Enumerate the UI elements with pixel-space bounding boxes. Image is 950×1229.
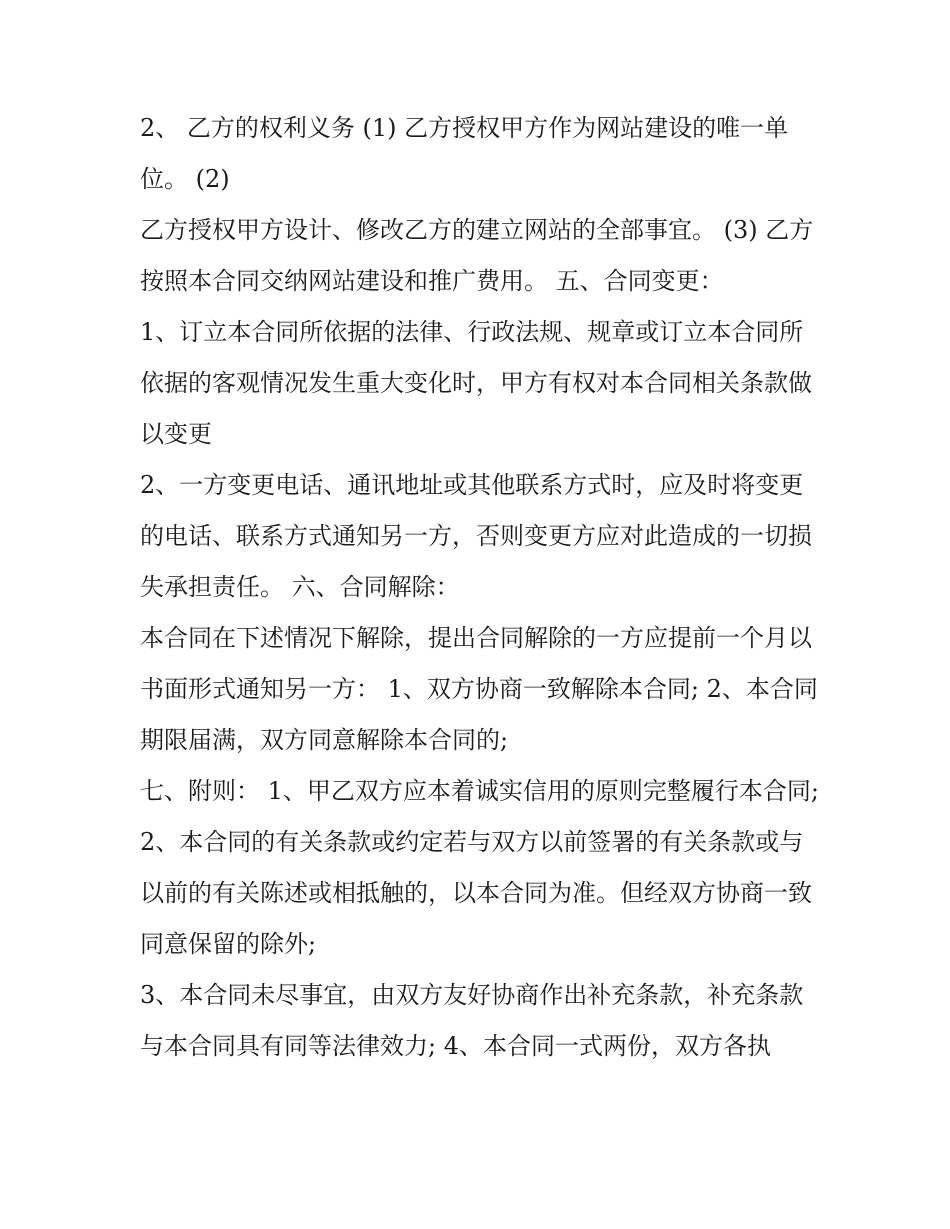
paragraph-supplementary-2: 2、本合同的有关条款或约定若与双方以前签署的有关条款或与以前的有关陈述或相抵触的，以本合同为准。但经双方协商一致同意保留的除外; (140, 828, 812, 958)
contract-text-body (140, 103, 820, 1072)
paragraph-termination: 本合同在下述情况下解除，提出合同解除的一方应提前一个月以书面形式通知另一方： 1、双方协商一致解除本合同; 2、本合同期限届满，双方同意解除本合同的; (140, 624, 818, 754)
paragraph-authorization-and-fees: 乙方授权甲方设计、修改乙方的建立网站的全部事宜。 (3) 乙方按照本合同交纳网站建设和推广费用。 五、合同变更： (140, 216, 814, 295)
paragraph-supplementary-3: 3、本合同未尽事宜，由双方友好协商作出补充条款，补充条款与本合同具有同等法律效力; 4、本合同一式两份，双方各执 (140, 981, 804, 1060)
paragraph-change-clause-1: 1、订立本合同所依据的法律、行政法规、规章或订立本合同所依据的客观情况发生重大变化时，甲方有权对本合同相关条款做以变更 (140, 318, 812, 448)
paragraph-party-b-rights: 2、 乙方的权利义务 (1) 乙方授权甲方作为网站建设的唯一单位。 (2) (140, 114, 789, 193)
paragraph-change-clause-2: 2、一方变更电话、通讯地址或其他联系方式时，应及时将变更的电话、联系方式通知另一方，否则变更方应对此造成的一切损失承担责任。 六、合同解除： (140, 471, 812, 601)
paragraph-supplementary-1: 七、附则： 1、甲乙双方应本着诚实信用的原则完整履行本合同; (140, 777, 819, 805)
